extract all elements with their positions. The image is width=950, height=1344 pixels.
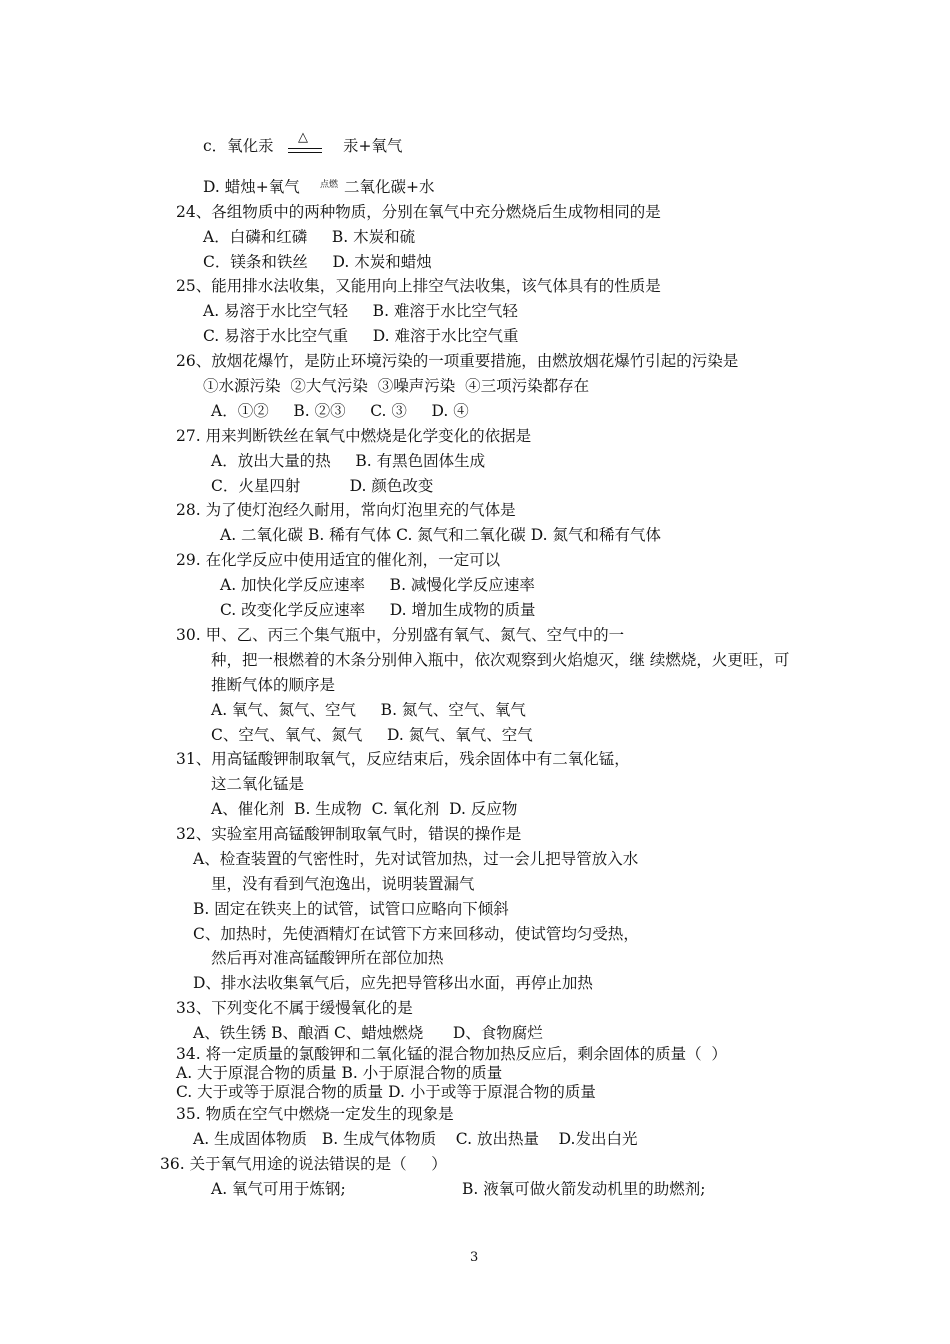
question-24: 24、各组物质中的两种物质，分别在氧气中充分燃烧后生成物相同的是 (176, 203, 661, 221)
option-line-cont: 然后再对准高锰酸钾所在部位加热 (211, 949, 444, 967)
question-32: 32、实验室用高锰酸钾制取氧气时，错误的操作是 (176, 825, 522, 843)
equation-bar-top (288, 148, 322, 149)
option-line: C. 易溶于水比空气重 D. 难溶于水比空气重 (203, 327, 519, 345)
question-31-cont: 这二氧化锰是 (211, 775, 305, 793)
option-line: A．白磷和红磷 B. 木炭和硫 (203, 228, 416, 246)
question-28: 28. 为了使灯泡经久耐用，常向灯泡里充的气体是 (176, 501, 516, 519)
option-line: A、铁生锈 B、酿酒 C、蜡烛燃烧 D、食物腐烂 (193, 1024, 543, 1042)
question-33: 33、下列变化不属于缓慢氧化的是 (176, 999, 413, 1017)
page-number: 3 (470, 1250, 479, 1265)
heat-symbol: △ (298, 130, 308, 145)
option-line: A. 氧气、氮气、空气 B. 氮气、空气、氧气 (211, 701, 526, 719)
option-line: C. 大于或等于原混合物的质量 D. 小于或等于原混合物的质量 (176, 1083, 596, 1101)
equation-c-left: c．氧化汞 (203, 137, 274, 155)
option-line: A、检查装置的气密性时，先对试管加热，过一会儿把导管放入水 (193, 850, 639, 868)
option-line: C．火星四射 D. 颜色改变 (211, 477, 434, 495)
option-line: A. 易溶于水比空气轻 B. 难溶于水比空气轻 (203, 302, 518, 320)
question-26: 26、放烟花爆竹，是防止环境污染的一项重要措施，由燃放烟花爆竹引起的污染是 (176, 352, 739, 370)
option-line: C、加热时，先使酒精灯在试管下方来回移动，使试管均匀受热， (193, 925, 639, 943)
option-line: C．镁条和铁丝 D. 木炭和蜡烛 (203, 253, 432, 271)
ignite-label: 点燃 (320, 180, 339, 190)
option-line: D、排水法收集氧气后，应先把导管移出水面，再停止加热 (193, 974, 593, 992)
option-line: B. 固定在铁夹上的试管，试管口应略向下倾斜 (193, 900, 509, 918)
option-line: C. 改变化学反应速率 D. 增加生成物的质量 (220, 601, 536, 619)
option-line: A. 大于原混合物的质量 B. 小于原混合物的质量 (176, 1064, 503, 1082)
equation-c-right: 汞+氧气 (343, 137, 403, 155)
equation-bar-bottom (288, 152, 322, 153)
question-29: 29. 在化学反应中使用适宜的催化剂，一定可以 (176, 551, 501, 569)
option-b: B. 液氧可做火箭发动机里的助燃剂; (462, 1180, 706, 1198)
question-30-cont: 种，把一根燃着的木条分别伸入瓶中，依次观察到火焰熄灭，继 续燃烧，火更旺，可 (211, 651, 790, 669)
option-line: A. 生成固体物质 B. 生成气体物质 C. 放出热量 D.发出白光 (193, 1130, 638, 1148)
question-36: 36. 关于氧气用途的说法错误的是（ ） (160, 1155, 447, 1173)
question-31: 31、用高锰酸钾制取氧气，反应结束后，残余固体中有二氧化锰， (176, 750, 630, 768)
question-35: 35. 物质在空气中燃烧一定发生的现象是 (176, 1105, 454, 1123)
option-line: A．①② B. ②③ C. ③ D. ④ (211, 402, 469, 420)
option-a: A. 氧气可用于炼钢; (211, 1180, 346, 1198)
option-line: A、催化剂 B. 生成物 C. 氧化剂 D. 反应物 (211, 800, 518, 818)
option-line: A. 加快化学反应速率 B. 减慢化学反应速率 (220, 576, 535, 594)
option-line: A．放出大量的热 B. 有黑色固体生成 (211, 452, 486, 470)
option-line: ①水源污染 ②大气污染 ③噪声污染 ④三项污染都存在 (203, 377, 590, 395)
option-line: A. 二氧化碳 B. 稀有气体 C. 氮气和二氧化碳 D. 氮气和稀有气体 (220, 526, 661, 544)
equation-d-right: 二氧化碳+水 (344, 178, 435, 196)
question-25: 25、能用排水法收集，又能用向上排空气法收集，该气体具有的性质是 (176, 277, 661, 295)
question-30: 30. 甲、乙、丙三个集气瓶中，分别盛有氧气、氮气、空气中的一 (176, 626, 625, 644)
question-27: 27. 用来判断铁丝在氧气中燃烧是化学变化的依据是 (176, 427, 532, 445)
equation-d-left: D. 蜡烛+氧气 (203, 178, 300, 196)
question-34: 34. 将一定质量的氯酸钾和二氧化锰的混合物加热反应后，剩余固体的质量（ ） (176, 1045, 727, 1063)
option-line: C、空气、氧气、氮气 D. 氮气、氧气、空气 (211, 726, 533, 744)
question-30-cont: 推断气体的顺序是 (211, 676, 336, 694)
option-line-cont: 里，没有看到气泡逸出，说明装置漏气 (211, 875, 475, 893)
